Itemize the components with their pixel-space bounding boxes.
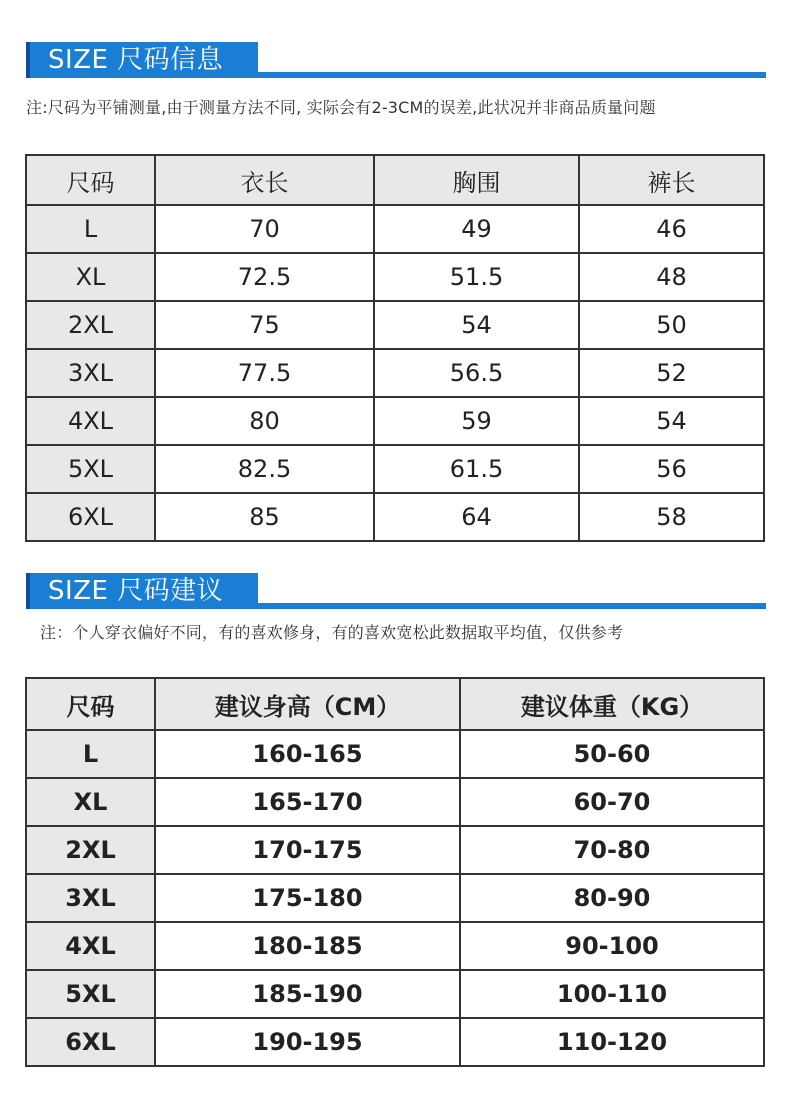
pants-length-cell: 48 — [579, 253, 764, 301]
size-advice-title-underline — [258, 603, 766, 609]
table-row — [26, 493, 764, 541]
table-row — [26, 730, 764, 778]
length-cell: 80 — [155, 397, 374, 445]
size-info-title-box — [26, 42, 258, 78]
weight-cell: 80-90 — [460, 874, 764, 922]
table-row — [26, 445, 764, 493]
size-advice-table — [25, 677, 765, 1067]
table-row — [26, 301, 764, 349]
size-cell: 6XL — [26, 1018, 155, 1066]
length-cell: 70 — [155, 205, 374, 253]
header-cell-weight: 建议体重（KG） — [460, 678, 764, 730]
chest-cell: 51.5 — [374, 253, 579, 301]
length-cell: 77.5 — [155, 349, 374, 397]
size-advice-note: 注：个人穿衣偏好不同，有的喜欢修身，有的喜欢宽松此数据取平均值，仅供参考 — [40, 623, 624, 642]
header-cell-size: 尺码 — [26, 155, 155, 205]
pants-length-cell: 54 — [579, 397, 764, 445]
table-row — [26, 205, 764, 253]
table-header-row — [26, 678, 764, 730]
size-cell: L — [26, 205, 155, 253]
length-cell: 85 — [155, 493, 374, 541]
height-cell: 165-170 — [155, 778, 460, 826]
pants-length-cell: 46 — [579, 205, 764, 253]
size-info-title: SIZE 尺码信息 — [48, 45, 224, 75]
size-cell: 4XL — [26, 397, 155, 445]
header-cell-length: 衣长 — [155, 155, 374, 205]
size-cell: 6XL — [26, 493, 155, 541]
height-cell: 170-175 — [155, 826, 460, 874]
size-cell: 3XL — [26, 874, 155, 922]
size-cell: 3XL — [26, 349, 155, 397]
size-info-header — [26, 42, 766, 82]
size-cell: 5XL — [26, 445, 155, 493]
length-cell: 82.5 — [155, 445, 374, 493]
size-cell: 4XL — [26, 922, 155, 970]
table-row — [26, 1018, 764, 1066]
size-advice-title-box — [26, 573, 258, 609]
table-row — [26, 970, 764, 1018]
weight-cell: 90-100 — [460, 922, 764, 970]
weight-cell: 110-120 — [460, 1018, 764, 1066]
size-cell: XL — [26, 253, 155, 301]
pants-length-cell: 58 — [579, 493, 764, 541]
table-row — [26, 253, 764, 301]
chest-cell: 61.5 — [374, 445, 579, 493]
weight-cell: 100-110 — [460, 970, 764, 1018]
size-info-title-underline — [258, 72, 766, 78]
height-cell: 190-195 — [155, 1018, 460, 1066]
title-accent-bar — [26, 42, 30, 78]
height-cell: 175-180 — [155, 874, 460, 922]
pants-length-cell: 52 — [579, 349, 764, 397]
header-cell-size: 尺码 — [26, 678, 155, 730]
table-row — [26, 778, 764, 826]
table-row — [26, 826, 764, 874]
table-row — [26, 397, 764, 445]
weight-cell: 70-80 — [460, 826, 764, 874]
size-cell: L — [26, 730, 155, 778]
height-cell: 185-190 — [155, 970, 460, 1018]
pants-length-cell: 56 — [579, 445, 764, 493]
chest-cell: 59 — [374, 397, 579, 445]
table-row — [26, 922, 764, 970]
pants-length-cell: 50 — [579, 301, 764, 349]
chest-cell: 54 — [374, 301, 579, 349]
size-info-note: 注:尺码为平铺测量,由于测量方法不同, 实际会有2-3CM的误差,此状况并非商品质量问题 — [26, 98, 656, 117]
size-cell: XL — [26, 778, 155, 826]
title-accent-bar — [26, 573, 30, 609]
header-cell-pants-length: 裤长 — [579, 155, 764, 205]
weight-cell: 50-60 — [460, 730, 764, 778]
size-cell: 5XL — [26, 970, 155, 1018]
chest-cell: 64 — [374, 493, 579, 541]
header-cell-height: 建议身高（CM） — [155, 678, 460, 730]
header-cell-chest: 胸围 — [374, 155, 579, 205]
weight-cell: 60-70 — [460, 778, 764, 826]
table-row — [26, 874, 764, 922]
chest-cell: 49 — [374, 205, 579, 253]
length-cell: 75 — [155, 301, 374, 349]
table-row — [26, 349, 764, 397]
chest-cell: 56.5 — [374, 349, 579, 397]
size-cell: 2XL — [26, 301, 155, 349]
height-cell: 180-185 — [155, 922, 460, 970]
size-info-table — [25, 154, 765, 542]
size-advice-title: SIZE 尺码建议 — [48, 576, 224, 606]
height-cell: 160-165 — [155, 730, 460, 778]
size-advice-header — [26, 573, 766, 613]
length-cell: 72.5 — [155, 253, 374, 301]
size-cell: 2XL — [26, 826, 155, 874]
table-header-row — [26, 155, 764, 205]
